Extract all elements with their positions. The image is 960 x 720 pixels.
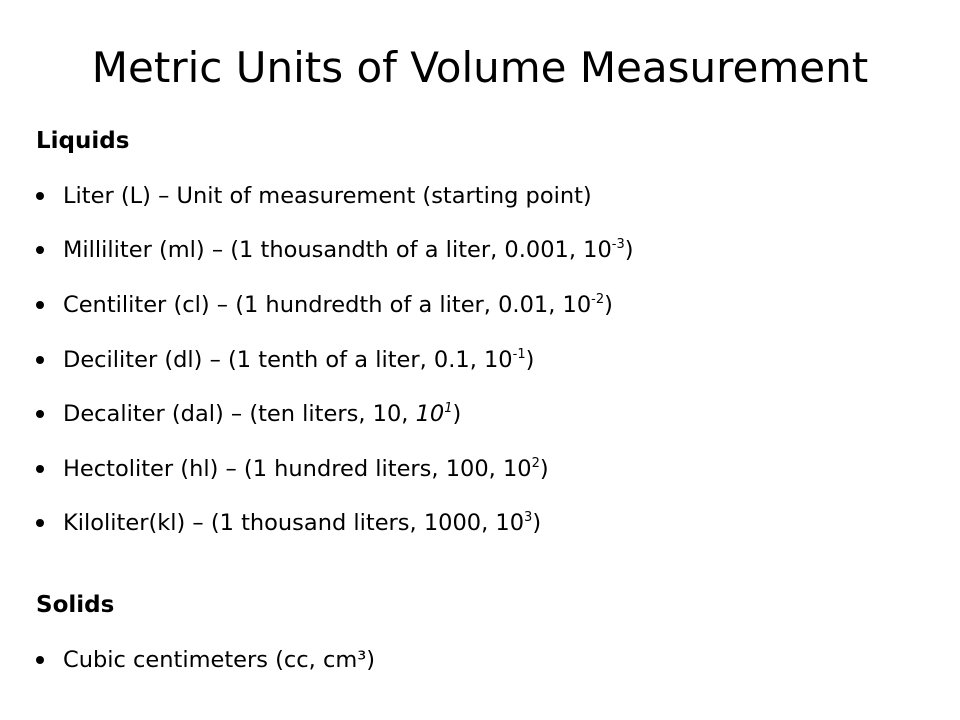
bullet-icon <box>36 246 44 254</box>
exponent: -2 <box>591 291 605 307</box>
item-close: ) <box>539 456 549 482</box>
exponent: -3 <box>611 236 625 252</box>
item-text: Cubic centimeters (cc, cm³) <box>63 647 376 673</box>
item-close: ) <box>525 347 535 373</box>
item-close: ) <box>624 237 634 263</box>
item-close: ) <box>452 401 462 427</box>
exponent: 3 <box>524 509 533 525</box>
italic-base: 10 <box>415 401 445 427</box>
item-text: Deciliter (dl) – (1 tenth of a liter, 0.1, 10 <box>63 347 513 373</box>
liquids-heading: Liquids <box>36 128 130 154</box>
bullet-icon <box>36 356 44 364</box>
bullet-icon <box>36 301 44 309</box>
bullet-icon <box>36 192 44 200</box>
bullet-icon <box>36 519 44 527</box>
exponent: -1 <box>512 346 526 362</box>
item-text: Milliliter (ml) – (1 thousandth of a liter, 0.001, 10 <box>63 237 612 263</box>
bullet-icon <box>36 465 44 473</box>
item-text: Centiliter (cl) – (1 hundredth of a liter, 0.01, 10 <box>63 292 592 318</box>
bullet-icon <box>36 656 44 664</box>
item-text: Kiloliter(kl) – (1 thousand liters, 1000, 10 <box>63 510 525 536</box>
item-close: ) <box>604 292 613 318</box>
slide-title: Metric Units of Volume Measurement <box>91 43 869 92</box>
item-text: Hectoliter (hl) – (1 hundred liters, 100, 10 <box>63 456 532 482</box>
item-close: ) <box>532 510 542 536</box>
solids-heading: Solids <box>36 592 115 618</box>
bullet-icon <box>36 410 44 418</box>
item-text: Liter (L) – Unit of measurement (starting point) <box>63 183 592 209</box>
exponent: 1 <box>444 400 453 416</box>
item-text: Decaliter (dal) – (ten liters, 10, <box>63 401 416 427</box>
exponent: 2 <box>531 455 540 471</box>
